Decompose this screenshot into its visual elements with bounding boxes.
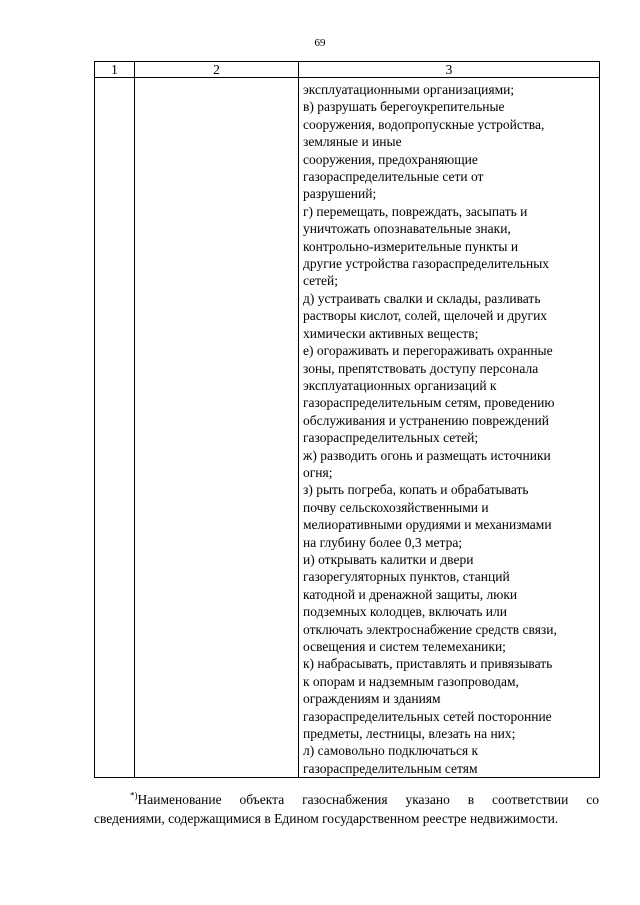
text-line: з) рыть погреба, копать и обрабатывать (303, 482, 529, 498)
text-line: сооружения, предохраняющие (303, 151, 478, 167)
text-line: обслуживания и устранению повреждений (303, 412, 549, 428)
text-line: д) устраивать свалки и склады, разливать (303, 290, 541, 306)
text-line: сетей; (303, 273, 339, 289)
text-line: газораспределительным сетям, проведению (303, 395, 555, 411)
footnote-marker: *) (130, 790, 138, 801)
text-line: е) огораживать и перегораживать охранные (303, 343, 553, 359)
footnote (94, 790, 599, 828)
text-line: отключать электроснабжение средств связи, (303, 621, 557, 637)
text-line: эксплуатационных организаций к (303, 377, 497, 393)
text-line: уничтожать опознавательные знаки, (303, 221, 511, 237)
text-line: газораспределительных сетей; (303, 430, 479, 446)
text-line: на глубину более 0,3 метра; (303, 534, 463, 550)
text-line: химически активных веществ; (303, 325, 479, 341)
column-header-2: 2 (135, 62, 299, 78)
text-line: газораспределительных сетей посторонние (303, 708, 552, 724)
text-line: другие устройства газораспределительных (303, 256, 550, 272)
text-line: в) разрушать берегоукрепительные (303, 99, 505, 115)
text-line: г) перемещать, повреждать, засыпать и (303, 203, 528, 219)
footnote-line-1 (94, 790, 599, 809)
page-number: 69 (314, 37, 326, 49)
footnote-text-1: Наименование объекта газоснабжения указано в соответствии со (137, 792, 599, 807)
cell-column-3 (299, 78, 600, 778)
text-line: почву сельскохозяйственными и (303, 499, 489, 515)
text-line: к опорам и надземным газопроводам, (303, 673, 519, 689)
table-header-row (95, 62, 600, 78)
cell-column-2 (135, 78, 299, 778)
text-line: земляные и иные (303, 134, 402, 150)
document-table (94, 61, 600, 778)
text-line: и) открывать калитки и двери (303, 551, 474, 567)
text-line: газорегуляторных пунктов, станций (303, 569, 510, 585)
footnote-line-2: сведениями, содержащимися в Едином государственном реестре недвижимости. (94, 811, 559, 826)
text-line: к) набрасывать, приставлять и привязывать (303, 656, 553, 672)
text-line: газораспределительные сети от (303, 169, 484, 185)
cell-column-1 (95, 78, 135, 778)
text-line: зоны, препятствовать доступу персонала (303, 360, 539, 376)
text-line: растворы кислот, солей, щелочей и других (303, 308, 548, 324)
text-line: подземных колодцев, включать или (303, 604, 507, 620)
text-line: сооружения, водопропускные устройства, (303, 116, 545, 132)
text-line: освещения и систем телемеханики; (303, 639, 506, 654)
text-line: ж) разводить огонь и размещать источники (303, 447, 551, 463)
text-line: эксплуатационными организациями; (303, 82, 515, 97)
text-line: л) самовольно подключаться к (303, 743, 479, 759)
text-line: предметы, лестницы, влезать на них; (303, 726, 516, 742)
text-line: разрушений; (303, 186, 377, 202)
text-line: катодной и дренажной защиты, люки (303, 586, 518, 602)
text-line: ограждениям и зданиям (303, 691, 441, 707)
text-line: мелиоративными орудиями и механизмами (303, 517, 552, 533)
text-line: контрольно-измерительные пункты и (303, 238, 519, 254)
text-line: огня; (303, 464, 333, 480)
column-header-3: 3 (299, 62, 600, 78)
table-row (95, 78, 600, 778)
column-header-1: 1 (95, 62, 135, 78)
text-line: газораспределительным сетям (303, 760, 478, 776)
